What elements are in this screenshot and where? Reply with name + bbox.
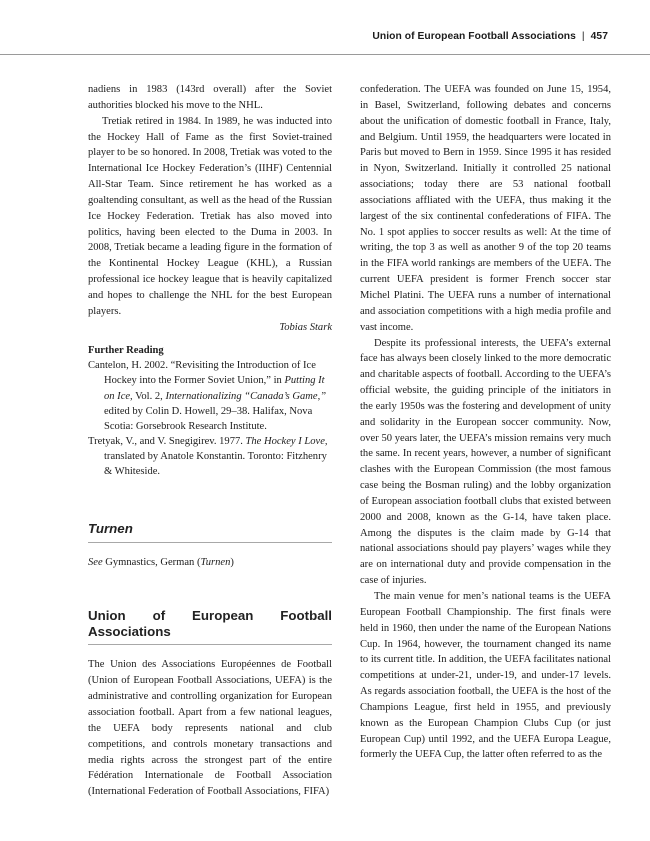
running-head — [372, 31, 608, 42]
body-paragraph: confederation. The UEFA was founded on June 15, 1954, in Basel, Switzerland, following debates and concerns about the unification of domestic football in France, Italy, and Belgium. Until 1959, the headquarters were located in Paris but moved to Bern in 1959. Since 1995 it has resided in Nyon, Switzerland. Initially it controlled 25 national associations; today there are 53 national football associations affliated with the UEFA, thus making it the largest of the six continental confederations of FIFA. The No. 1 spot applies to soccer results as well: At the time of writing, the top 3 as well as another 9 of the top 20 teams in the FIFA world rankings are members of the UEFA. The current UEFA president is former French soccer star Michel Platini. The UEFA runs a number of international and association competitions with a high media profile and vast income. — [360, 84, 611, 333]
entry-title: Turnen — [88, 521, 133, 537]
body-paragraph: Tretiak retired in 1984. In 1989, he was inducted into the Hockey Hall of Fame as the first Soviet-trained player to be so honored. In 2008, Tretiak was voted to the International Ice Hockey Federation’s (IIHF) Centennial All-Star Team. Since retirement he has worked as a goaltending consultant, as well as the head of the Russian Ice Hockey Federation. Tretiak has also moved into politics, having been elected to the Duma in 2003. In 2008, Tretiak became a leading figure in the formation of the Kontinental Hockey League (KHL), a Russian professional ice hockey league that is heavily capitalized and hopes to challenge the NHL for the best European players. — [88, 115, 332, 317]
ref-text: Tretyak, V., and V. Snegigirev. 1977. — [88, 435, 246, 447]
left-column — [88, 82, 332, 800]
ref-book-title: The Hockey I Love, — [245, 435, 328, 447]
entry-title: Union of European Football Associations — [88, 608, 332, 639]
entry-divider — [88, 644, 332, 645]
ref-series-title: Internationalizing “Canada’s Game,” — [165, 390, 327, 402]
ref-text: translated by Anatole Konstantin. Toronto: Fitzhenry & Whiteside. — [104, 450, 327, 477]
ref-text: Cantelon, H. 2002. “Revisiting the Introduction of Ice Hockey into the Former Soviet Union,” in — [88, 360, 316, 387]
entry-divider — [88, 542, 332, 543]
running-head-separator: | — [581, 31, 585, 42]
body-paragraph: Despite its professional interests, the UEFA’s external face has always been closely linked to the more democratic and charitable aspects of football. According to the UEFA’s official website, the guiding principle of the initiators in the early 1950s was the fostering and development of unity and solidarity in the European soccer community. Now, over 50 years later, the UEFA’s mission remains very much the same. In recent years, however, a number of significant clashes with the European Commission (the most famous case being the Bosman ruling) and the lobby organization of European association football clubs that existed between 2000 and 2008, known as the G-14, have taken place. Among the disputes is the claim made by G-14 that national associations should pay players’ wages while they are on international duty and provide compensation in the case of injuries. — [360, 337, 611, 587]
see-text: Gymnastics, German ( — [102, 556, 201, 568]
cross-reference — [88, 555, 332, 571]
further-reading-heading: Further Reading — [88, 344, 164, 356]
reference-entry — [88, 434, 332, 479]
body-paragraph: The main venue for men’s national teams is the UEFA European Football Championship. The first finals were held in 1960, then under the name of the European Nations Cup. In 1964, however, the tournament changed its name to its current title. In addition, the UEFA facilitates national competitions at under-21, under-19, and under-17 levels. As regards association football, the UEFA is the host of the Champions League, first held in 1955, and previously known as the European Champion Clubs Cup (or just European Cup) until 1992, and the UEFA Europa League, formerly the UEFA Cup, the latter often referred to as the — [360, 591, 611, 761]
turnen-entry — [88, 521, 332, 570]
page-number: 457 — [590, 31, 608, 42]
body-paragraph: nadiens in 1983 (143rd overall) after the Soviet authorities blocked his move to the NHL. — [88, 84, 332, 111]
right-column — [360, 82, 611, 763]
reference-entry — [88, 358, 332, 433]
ref-text: edited by Colin D. Howell, 29–38. Halifax, Nova Scotia: Gorsebrook Research Institute. — [104, 405, 313, 432]
header-rule — [0, 54, 650, 55]
see-label: See — [88, 556, 103, 568]
running-head-title: Union of European Football Associations — [372, 31, 576, 42]
see-italic-term: Turnen — [200, 556, 231, 568]
author-credit: Tobias Stark — [279, 321, 332, 333]
see-close: ) — [230, 556, 234, 568]
ref-text: Vol. 2, — [132, 390, 166, 402]
uefa-entry — [88, 608, 332, 800]
ref-book-title: Putting It on Ice, — [104, 375, 325, 402]
body-paragraph: The Union des Associations Européennes de Football (Union of European Football Associations, UEFA) is the administrative and controlling organization for European association football. Apart from a few national leagues, the UEFA body represents national and club competitions, and controls monetary transactions and media rights across the strongest part of the entire Fédération Internationale de Football Association (International Federation of Football Associations, FIFA) — [88, 659, 332, 798]
